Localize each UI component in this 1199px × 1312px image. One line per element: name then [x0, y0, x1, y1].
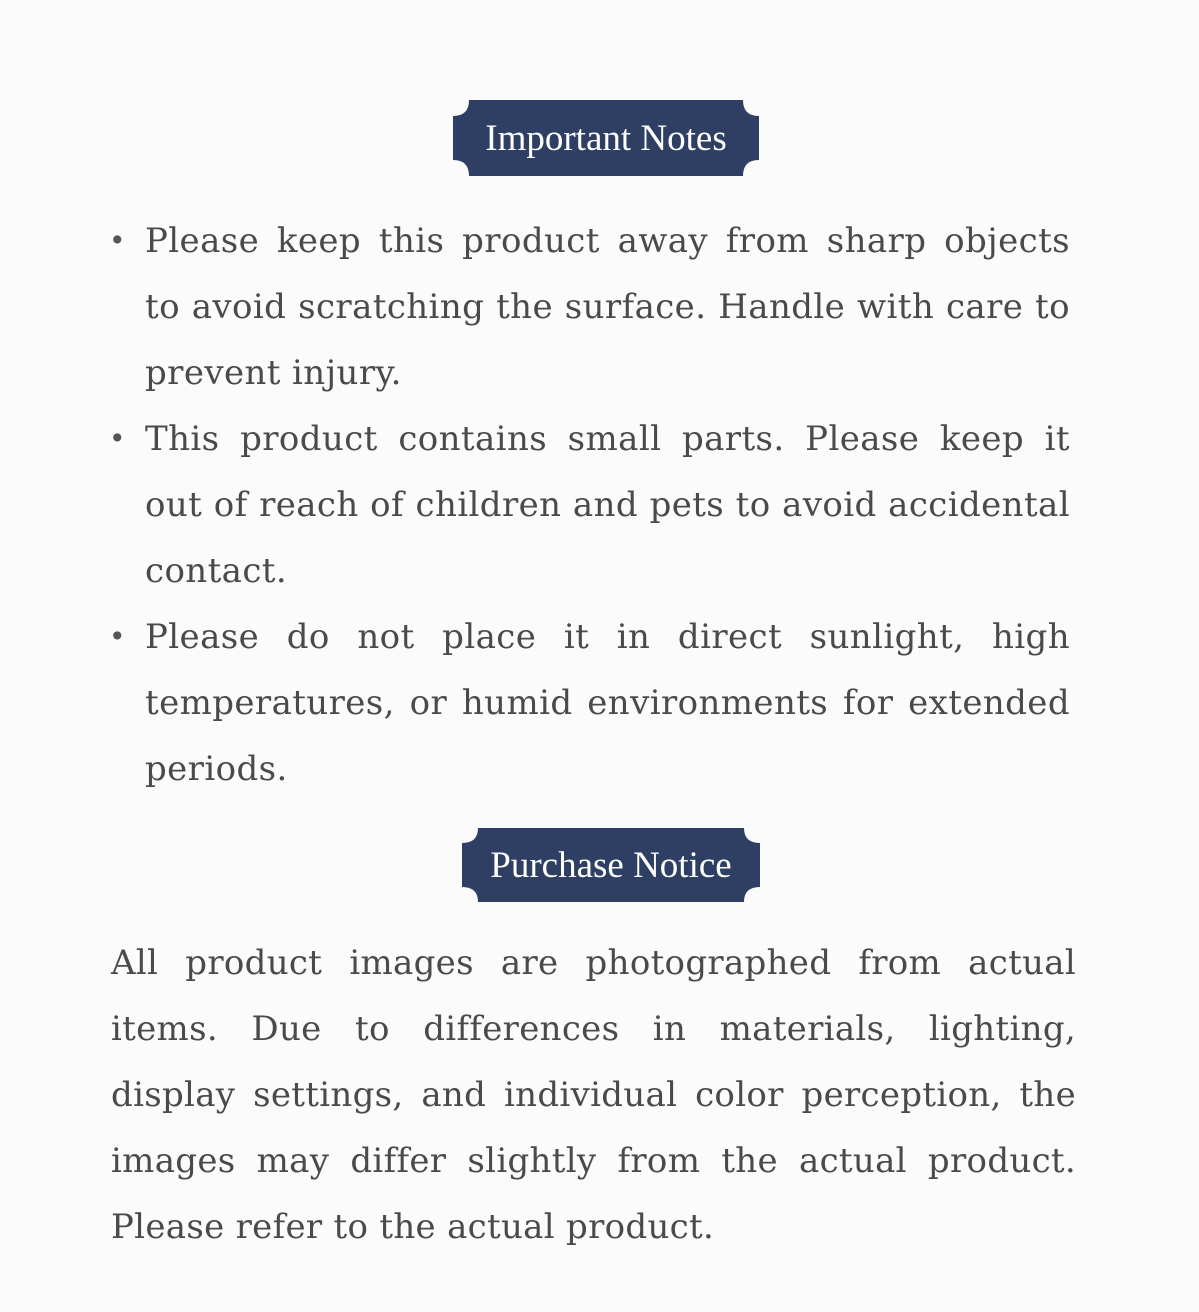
important-notes-list	[105, 208, 1095, 802]
important-notes-title: Important Notes	[485, 117, 727, 159]
note-text: Please do not place it in direct sunlight, high temperatures, or humid environments for extended periods.	[145, 617, 1070, 789]
bullet: •	[109, 422, 126, 455]
note-text: This product contains small parts. Please keep it out of reach of children and pets to avoid accidental contact.	[145, 419, 1070, 591]
list-item	[105, 208, 1095, 406]
bullet: •	[109, 620, 126, 653]
note-text: Please keep this product away from sharp objects to avoid scratching the surface. Handle with care to prevent injury.	[145, 221, 1070, 393]
important-notes-badge	[453, 100, 759, 176]
list-item	[105, 604, 1095, 802]
list-item	[105, 406, 1095, 604]
purchase-notice-text: All product images are photographed from actual items. Due to differences in materials, lighting, display settings, and individual color perception, the images may differ slightly from the actual product. Please refer to the actual product.	[111, 943, 1076, 1247]
purchase-notice-badge	[462, 828, 760, 902]
purchase-notice-title: Purchase Notice	[490, 844, 732, 886]
bullet: •	[109, 224, 126, 257]
